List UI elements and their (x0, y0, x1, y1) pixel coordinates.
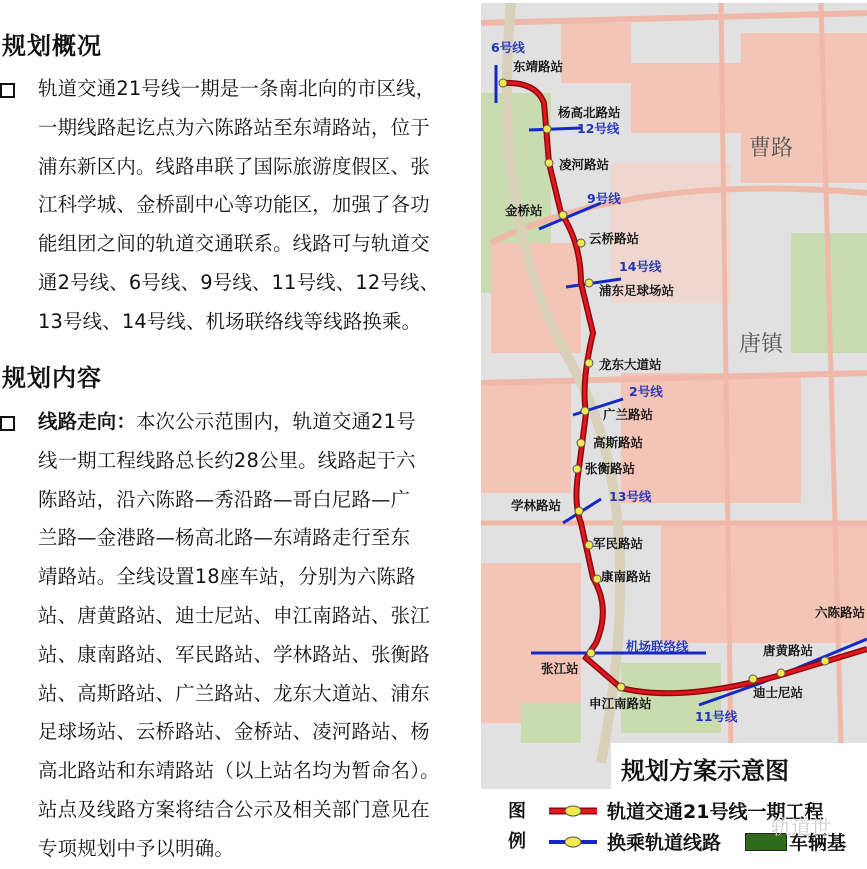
legend-depot-label: 车辆基 (789, 832, 847, 854)
content-paragraph (38, 403, 478, 869)
district-label: 唐镇 (739, 332, 784, 357)
station-label: 凌河路站 (559, 157, 610, 172)
urban-area (481, 563, 581, 723)
bullet-square-icon (0, 83, 15, 98)
text-line: 轨道交通21号线一期是一条南北向的市区线， (38, 77, 436, 100)
text-line: 站、高斯路站、广兰路站、龙东大道站、浦东 (38, 681, 430, 705)
station-label: 军民路站 (593, 536, 644, 551)
line-label: 13号线 (609, 489, 652, 504)
route-map (481, 3, 867, 866)
line-label: 机场联络线 (626, 639, 689, 654)
station-label: 广兰路站 (603, 407, 654, 422)
text-line: 江科学城、金桥副中心等功能区，加强了各功 (38, 193, 430, 217)
text-line: 通2号线、6号线、9号线、11号线、12号线、 (38, 270, 440, 294)
station-label: 张衡路站 (585, 461, 636, 476)
station-label: 学林路站 (511, 498, 562, 513)
station-dot (545, 159, 553, 167)
watermark: 轨道世 (771, 815, 831, 839)
station-label: 龙东大道站 (599, 357, 662, 372)
line-label: 12号线 (577, 121, 620, 136)
line-12-segment (529, 128, 581, 130)
station-dot (617, 683, 625, 691)
green-area (521, 703, 581, 743)
district-label: 曹路 (749, 136, 794, 161)
text-line (38, 403, 478, 442)
station-dot (585, 279, 593, 287)
text-line: 专项规划中予以明确。 (38, 836, 234, 860)
route-text: 本次公示范围内，轨道交通21号 (135, 410, 416, 433)
text-line: 站、康南路站、军民路站、学林路站、张衡路 (38, 642, 430, 666)
map-legend (481, 789, 867, 866)
urban-area (631, 63, 751, 133)
station-label: 东靖路站 (513, 59, 564, 74)
heading-overview: 规划概况 (2, 32, 102, 60)
bullet-square-icon (0, 416, 15, 431)
station-dot (585, 359, 593, 367)
map-title: 规划方案示意图 (621, 757, 789, 785)
text-line: 浦东新区内。线路串联了国际旅游度假区、张 (38, 154, 430, 178)
station-dot (585, 541, 593, 549)
heading-content: 规划内容 (2, 364, 102, 392)
station-dot (577, 439, 585, 447)
urban-area (561, 23, 631, 83)
text-line: 靖路站。全线设置18座车站，分别为六陈路 (38, 565, 416, 589)
station-dot (581, 407, 589, 415)
station-dot (821, 657, 829, 665)
station-dot (577, 239, 585, 247)
legend-transfer-icon (547, 831, 599, 853)
station-label: 康南路站 (601, 569, 652, 584)
text-line: 线一期工程线路总长约28公里。线路起于六 (38, 448, 416, 472)
station-label: 金桥站 (505, 203, 543, 218)
legend-line21-label: 轨道交通21号线一期工程 (607, 801, 824, 823)
line-label: 2号线 (629, 384, 663, 399)
line-label: 14号线 (619, 259, 662, 274)
urban-area (481, 383, 571, 493)
legend-line21-icon (547, 800, 599, 822)
text-line: 能组团之间的轨道交通联系。线路可与轨道交 (38, 232, 430, 256)
station-label: 申江南路站 (589, 696, 652, 711)
station-dot (777, 669, 785, 677)
station-dot (499, 79, 507, 87)
legend-heading: 图 (508, 801, 526, 822)
line-label: 6号线 (491, 40, 525, 55)
line-label: 9号线 (587, 191, 621, 206)
text-line: 陈路站，沿六陈路—秀沿路—哥白尼路—广 (38, 487, 411, 511)
station-label: 杨高北路站 (558, 105, 621, 120)
text-line: 一期线路起讫点为六陈路站至东靖路站，位于 (38, 115, 430, 139)
line-label: 11号线 (695, 709, 738, 724)
station-label: 张江站 (541, 661, 579, 676)
text-line: 足球场站、云桥路站、金桥站、凌河路站、杨 (38, 720, 430, 744)
station-label: 迪士尼站 (753, 685, 804, 700)
station-dot (575, 507, 583, 515)
text-line: 兰路—金港路—杨高北路—东靖路走行至东 (38, 526, 411, 550)
legend-transfer-label: 换乘轨道线路 (607, 832, 722, 854)
text-line: 13号线、14号线、机场联络线等线路换乘。 (38, 309, 422, 333)
station-label: 唐黄路站 (763, 643, 814, 658)
station-label: 六陈路站 (815, 605, 866, 620)
overview-paragraph (38, 70, 478, 342)
text-line: 站、唐黄路站、迪士尼站、申江南路站、张江 (38, 603, 430, 627)
map-title-box (611, 743, 867, 789)
station-dot (543, 125, 551, 133)
station-label: 浦东足球场站 (599, 283, 675, 298)
text-line: 站点及线路方案将结合公示及相关部门意见在 (38, 797, 430, 821)
station-label: 云桥路站 (589, 231, 640, 246)
station-dot (573, 465, 581, 473)
station-dot (559, 211, 567, 219)
route-label: 线路走向： (38, 410, 136, 433)
map-canvas (481, 3, 867, 866)
station-label: 高斯路站 (593, 435, 644, 450)
station-dot (749, 675, 757, 683)
legend-heading: 例 (508, 831, 526, 852)
station-dot (587, 649, 595, 657)
text-line: 高北路站和东靖路站（以上站名均为暂命名）。 (38, 759, 440, 783)
station-dot (593, 575, 601, 583)
